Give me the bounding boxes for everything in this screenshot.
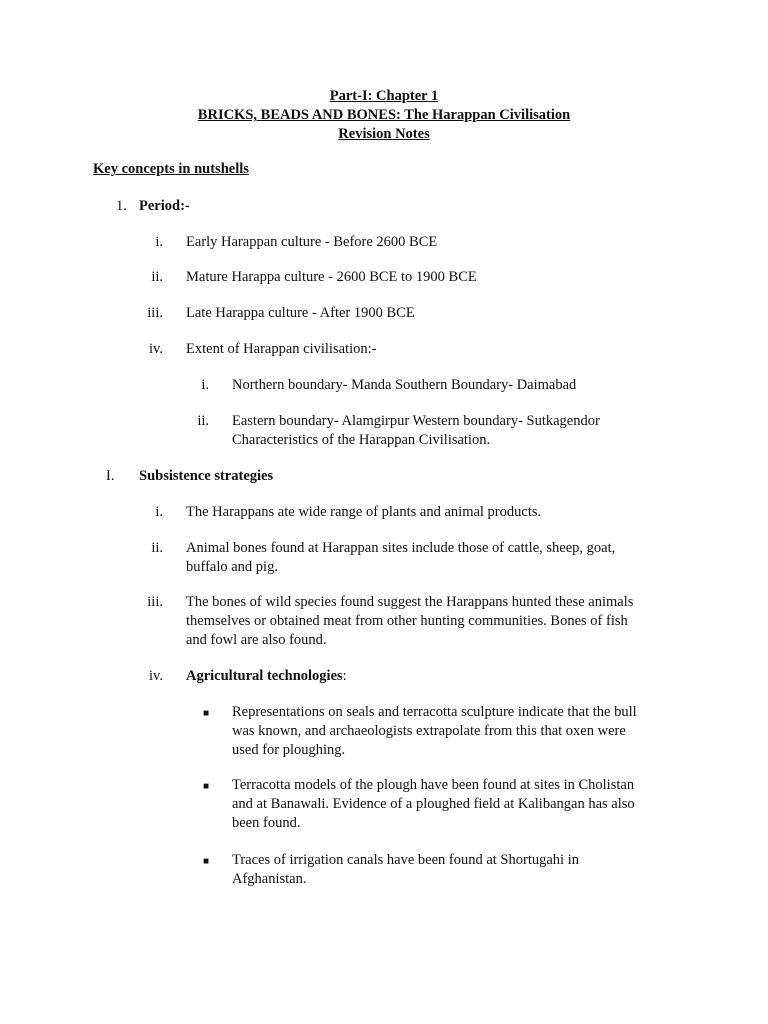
list-item-continued: buffalo and pig. — [186, 559, 278, 575]
bullet-item-continued: been found. — [232, 815, 301, 831]
list-item-continued: and fowl are also found. — [186, 632, 327, 648]
list-number: ii. — [151, 540, 163, 556]
list-item: Northern boundary- Manda Southern Boundary- Daimabad — [232, 377, 577, 393]
list-item-continued: Characteristics of the Harappan Civilisation. — [232, 432, 491, 448]
bullet-icon: ■ — [203, 856, 210, 867]
list-number: ii. — [197, 413, 209, 429]
section-number: I. — [106, 468, 115, 484]
chapter-title: Part-I: Chapter 1 — [329, 88, 439, 104]
revision-notes-title: Revision Notes — [338, 126, 430, 142]
list-item-continued: themselves or obtained meat from other hunting communities. Bones of fish — [186, 613, 628, 629]
agri-colon: : — [342, 668, 347, 684]
agricultural-technologies-heading — [186, 667, 347, 686]
key-concepts-heading: Key concepts in nutshells — [93, 161, 249, 177]
agri-title: Agricultural technologies — [186, 668, 343, 684]
bullet-item: Representations on seals and terracotta sculpture indicate that the bull — [232, 704, 637, 720]
list-number: i. — [155, 234, 163, 250]
bullet-item-continued: Afghanistan. — [232, 871, 307, 887]
bullet-icon: ■ — [203, 708, 210, 719]
bullet-item-continued: and at Banawali. Evidence of a ploughed field at Kalibangan has also — [232, 796, 635, 812]
list-item: Late Harappa culture - After 1900 BCE — [186, 305, 415, 321]
subsistence-heading: Subsistence strategies — [139, 468, 274, 484]
bullet-item: Terracotta models of the plough have been found at sites in Cholistan — [232, 777, 635, 793]
list-item: Mature Harappa culture - 2600 BCE to 1900 BCE — [186, 269, 477, 285]
list-number: iii. — [147, 594, 163, 610]
list-number: iii. — [147, 305, 163, 321]
list-number: i. — [155, 504, 163, 520]
list-number: iv. — [149, 341, 163, 357]
list-number: ii. — [151, 269, 163, 285]
period-heading: Period:- — [139, 198, 190, 214]
list-item: Animal bones found at Harappan sites include those of cattle, sheep, goat, — [186, 540, 616, 556]
bullet-item: Traces of irrigation canals have been found at Shortugahi in — [232, 852, 579, 868]
period-number: 1. — [116, 198, 127, 214]
list-number: iv. — [149, 668, 163, 684]
bullet-icon: ■ — [203, 781, 210, 792]
list-item: Eastern boundary- Alamgirpur Western boundary- Sutkagendor — [232, 413, 600, 429]
list-item: The bones of wild species found suggest the Harappans hunted these animals — [186, 594, 634, 610]
bullet-item-continued: was known, and archaeologists extrapolate from this that oxen were — [232, 723, 626, 739]
list-item: Extent of Harappan civilisation:- — [186, 341, 377, 357]
list-number: i. — [201, 377, 209, 393]
chapter-subtitle: BRICKS, BEADS AND BONES: The Harappan Civilisation — [197, 107, 571, 123]
bullet-item-continued: used for ploughing. — [232, 742, 346, 758]
list-item: The Harappans ate wide range of plants and animal products. — [186, 504, 542, 520]
list-item: Early Harappan culture - Before 2600 BCE — [186, 234, 438, 250]
